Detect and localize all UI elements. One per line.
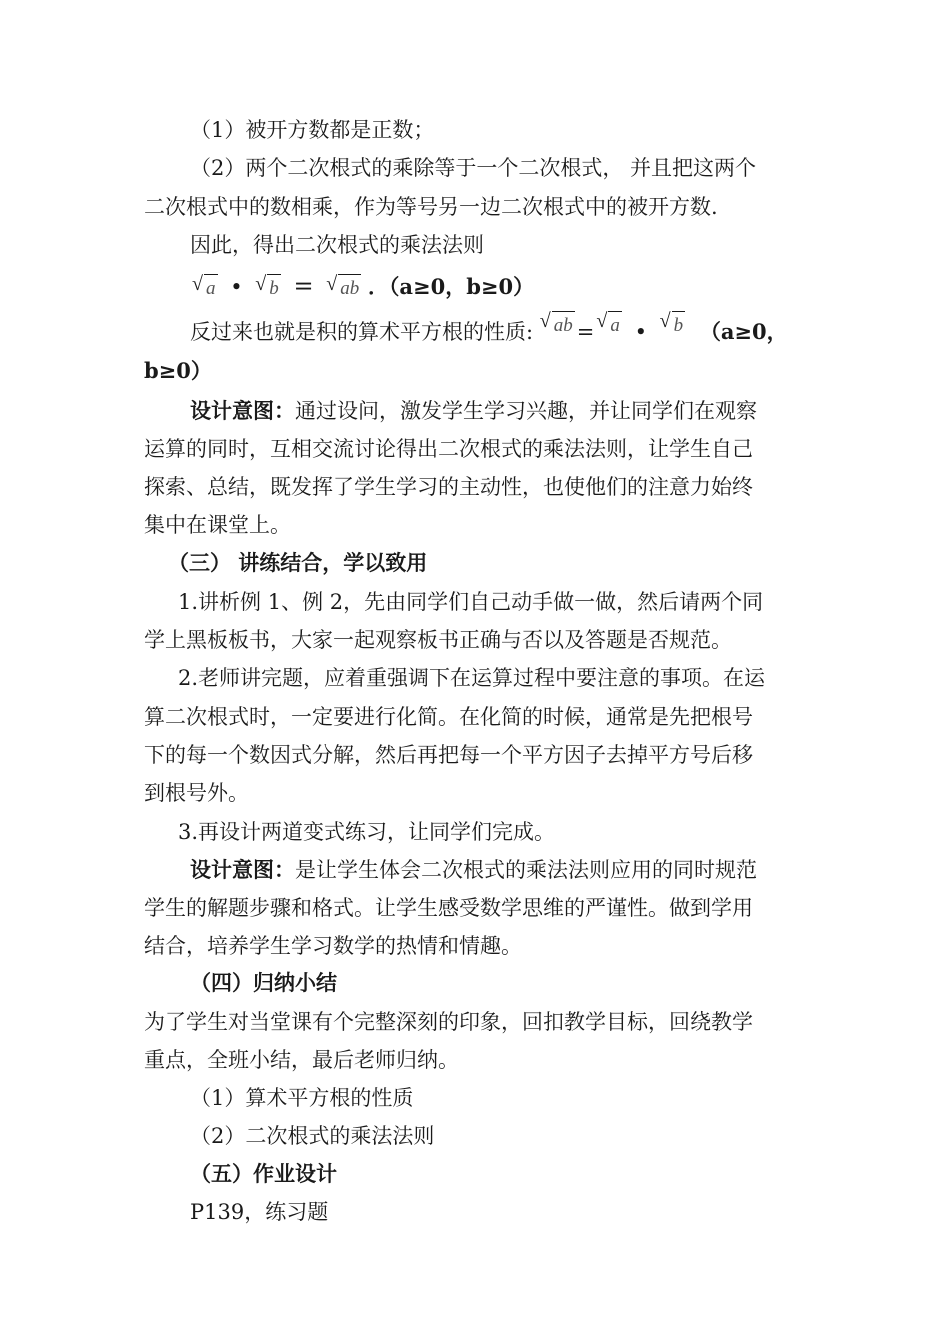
- sqrt-ab-inverse: √ ab: [540, 310, 575, 340]
- design-intent-2-line2: 学生的解题步骤和格式。让学生感受数学思维的严谨性。做到学用: [144, 896, 753, 920]
- rule-condition: ．（a≥0，b≥0）: [367, 274, 535, 299]
- summary-item-2: （2）二次根式的乘法法则: [190, 1124, 435, 1148]
- design-intent-1-line2: 运算的同时，互相交流讨论得出二次根式的乘法法则，让学生自己: [144, 437, 753, 461]
- step-2-line4: 到根号外。: [144, 781, 249, 805]
- step-3-line1: 3.再设计两道变式练习，让同学们完成。: [178, 820, 556, 844]
- sqrt-a-inverse: √ a: [596, 310, 622, 340]
- section-3-heading: （三） 讲练结合，学以致用: [168, 550, 428, 575]
- inverse-condition-cont: b≥0）: [144, 358, 212, 383]
- summary-line2: 重点，全班小结，最后老师归纳。: [144, 1048, 459, 1072]
- step-1-line1: 1.讲析例 1、例 2，先由同学们自己动手做一做，然后请两个同: [178, 590, 764, 614]
- design-intent-2-text: 是让学生体会二次根式的乘法法则应用的同时规范: [295, 858, 757, 882]
- design-intent-1-text: 通过设问，激发学生学习兴趣，并让同学们在观察: [295, 399, 757, 423]
- inverse-condition: （a≥0，: [699, 319, 788, 344]
- dot-operator-inverse: •: [634, 320, 647, 344]
- step-2-line2: 算二次根式时，一定要进行化简。在化简的时候，通常是先把根号: [144, 705, 753, 729]
- equals-sign: =: [293, 272, 314, 300]
- inverse-prefix: 反过来也就是积的算术平方根的性质:: [190, 320, 534, 344]
- multiplication-rule-formula: [192, 272, 534, 303]
- sqrt-ab: √ ab: [326, 273, 361, 303]
- dot-operator: •: [230, 275, 243, 299]
- step-1-line2: 学上黑板板书，大家一起观察板书正确与否以及答题是否规范。: [144, 628, 732, 652]
- step-2-line3: 下的每一个数因式分解，然后再把每一个平方因子去掉平方号后移: [144, 743, 753, 767]
- design-intent-1-line3: 探索、总结，既发挥了学生学习的主动性，也使他们的注意力始终: [144, 475, 753, 499]
- summary-item-1: （1）算术平方根的性质: [190, 1086, 414, 1110]
- summary-line1: 为了学生对当堂课有个完整深刻的印象，回扣教学目标，回绕教学: [144, 1010, 753, 1034]
- condition-2-line1: （2）两个二次根式的乘除等于一个二次根式， 并且把这两个: [190, 156, 757, 180]
- design-intent-1-line4: 集中在课堂上。: [144, 513, 291, 537]
- design-intent-1-line1: [190, 397, 757, 425]
- conclusion-intro: 因此，得出二次根式的乘法法则: [190, 233, 484, 257]
- equals-sign-inverse: =: [576, 320, 595, 344]
- inverse-property: [190, 310, 788, 348]
- sqrt-b-inverse: √ b: [660, 310, 686, 340]
- homework-text: P139，练习题: [190, 1200, 329, 1224]
- design-intent-2-line1: [190, 856, 757, 884]
- section-5-heading: （五）作业设计: [190, 1161, 337, 1186]
- sqrt-b: √ b: [255, 273, 281, 303]
- step-2-line1: 2.老师讲完题，应着重强调下在运算过程中要注意的事项。在运: [178, 666, 766, 690]
- design-intent-2-line3: 结合，培养学生学习数学的热情和情趣。: [144, 934, 522, 958]
- section-4-heading: （四）归纳小结: [190, 970, 337, 995]
- condition-1: （1）被开方数都是正数；: [190, 118, 435, 142]
- sqrt-a: √ a: [192, 273, 218, 303]
- design-intent-label: 设计意图：: [190, 857, 295, 882]
- design-intent-label: 设计意图：: [190, 398, 295, 423]
- condition-2-line2: 二次根式中的数相乘，作为等号另一边二次根式中的被开方数.: [144, 195, 718, 219]
